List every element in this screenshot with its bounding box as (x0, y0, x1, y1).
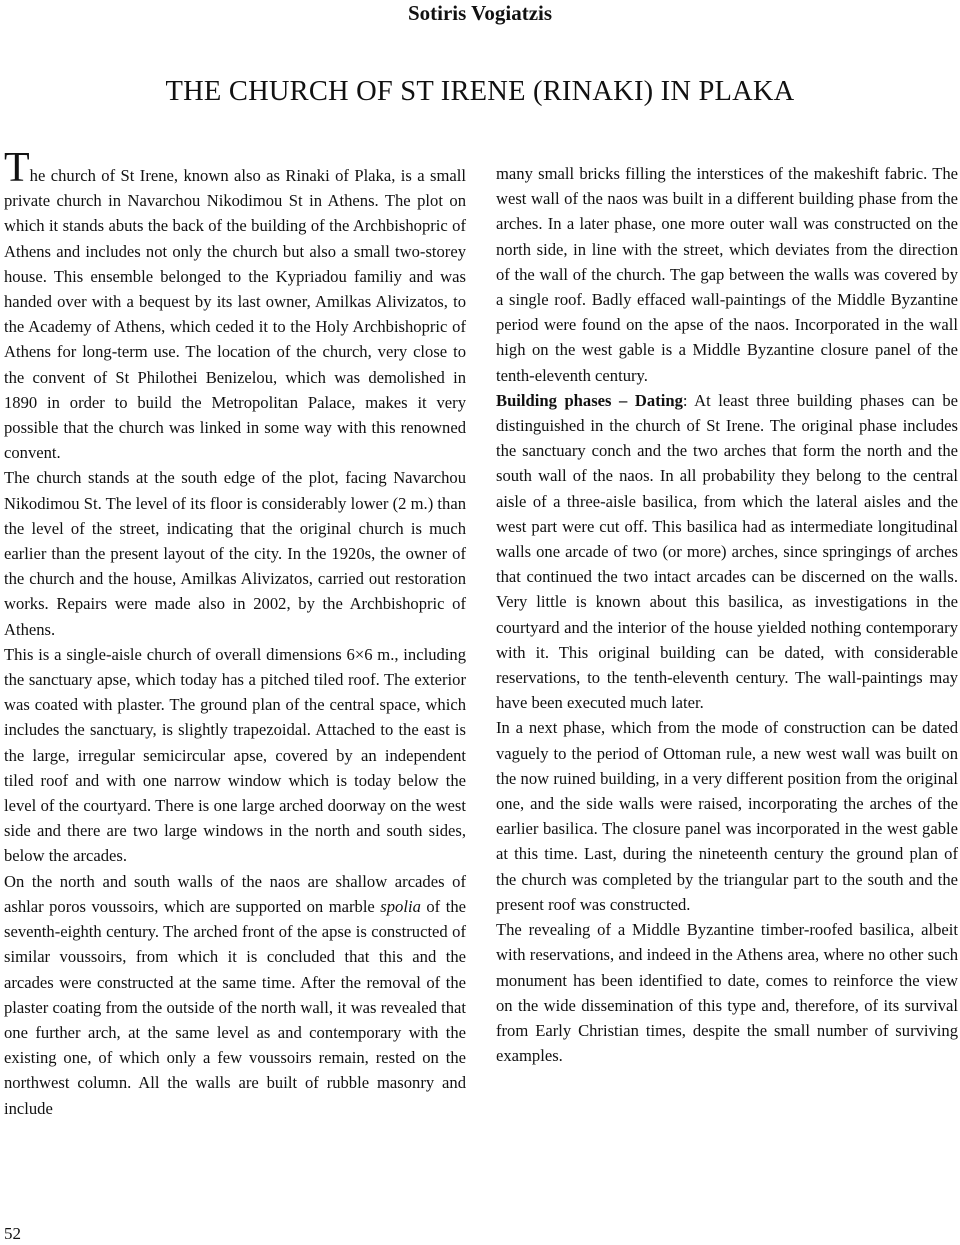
paragraph-conclusion: The revealing of a Middle Byzantine timber-roofed basilica, albeit with reservations, and indeed in the Athens area, where no other such monument has been identified to date, comes to reinforce the view on the wide dissemination of this type and, therefore, of its survival from Early Christian times, despite the small number of surviving examples. (496, 920, 958, 1066)
left-column (4, 145, 466, 1121)
drop-cap: T (4, 145, 30, 191)
right-column (496, 161, 958, 1068)
paragraph-location: The church stands at the south edge of the plot, facing Navarchou Nikodimou St. The level of its floor is considerably lower (2 m.) than the level of the street, indicating that the original church is much earlier than the present layout of the city. In the 1920s, the owner of the church and the house, Amilkas Alivizatos, carried out restoration works. Repairs were made also in 2002, by the Archbishopric of Athens. (4, 468, 466, 639)
paragraph-building-phases (496, 388, 958, 716)
paragraph-ottoman-phase: In a next phase, which from the mode of construction can be dated vaguely to the period of Ottoman rule, a new west wall was built on the now ruined building, in a very different position from the original one, and the side walls were raised, incorporating the arches of the earlier basilica. The closure panel was incorporated in the west gable at this time. Last, during the nineteenth century the ground plan of the church was completed by the triangular part to the south and the present roof was constructed. (496, 718, 958, 914)
paragraph-description: This is a single-aisle church of overall dimensions 6×6 m., including the sanctuary apse, which today has a pitched tiled roof. The exterior was coated with plaster. The ground plan of the central space, which includes the sanctuary, is slightly trapezoidal. Attached to the east is the large, irregular semicircular apse, covered by an independent tiled roof and with one narrow window which is today below the level of the courtyard. There is one large arched doorway on the west side and there are two large windows in the north and south sides, below the arcades. (4, 644, 466, 866)
page-number: 52 (4, 1224, 21, 1243)
paragraph-arcades-start: On the north and south walls of the naos are shallow arcades of ashlar poros voussoirs, which are supported on marble (4, 871, 466, 916)
article-title: THE CHURCH OF ST IRENE (RINAKI) IN PLAKA (165, 76, 795, 107)
paragraph-intro (4, 145, 466, 465)
paragraph-building-phases-text: : At least three building phases can be distinguished in the church of St Irene. The original phase includes the sanctuary conch and the two arches that form the north and the south wall of the naos. In all probability they belong to the central aisle of a three-aisle basilica, from which the lateral aisles and the west part were cut off. This basilica had as intermediate longitudinal walls one arcade of two (or more) arches, since springings of arches that continued the two intact arcades can be discerned on the walls. Very little is known about this basilica, as investigations in the courtyard and the interior of the house yielded nothing contemporary with it. This original building can be dated, with considerable reservations, to the tenth-eleventh century. The wall-paintings may have been executed much later. (496, 390, 958, 713)
paragraph-intro-text: he church of St Irene, known also as Rinaki of Plaka, is a small private church in Navarchou Nikodimou St in Athens. The plot on which it stands abuts the back of the building of the Archbishopric of Athens and includes not only the church but also a small two-storey house. This ensemble belonged to the Kypriadou familiy and was handed over with a bequest by its last owner, Amilkas Alivizatos, to the Academy of Athens, which ceded it to the Holy Archbishopric of Athens for long-term use. The location of the church, very close to the convent of St Philothei Benizelou, which was demolished in 1890 in order to build the Metropolitan Palace, makes it very possible that the church was linked in some way with this renowned convent. (4, 166, 466, 463)
paragraph-arcades (4, 869, 466, 1121)
paragraph-masonry: many small bricks filling the interstices of the makeshift fabric. The west wall of the naos was built in a different building phase from the arches. In a later phase, one more outer wall was constructed on the north side, in line with the street, which deviates from the direction of the wall of the church. The gap between the walls was covered by a single roof. Badly effaced wall-paintings of the Middle Byzantine period were found on the apse of the naos. Incorporated in the wall high on the west gable is a Middle Byzantine closure panel of the tenth-eleventh century. (496, 164, 958, 385)
paragraph-arcades-end: of the seventh-eighth century. The arched front of the apse is constructed of similar voussoirs, from which it is concluded that this and the arcades were constructed at the same time. After the removal of the plaster coating from the outside of the north wall, it was revealed that one further arch, at the same level as and contemporary with the existing one, of which only a few voussoirs remain, rested on the northwest column. All the walls are built of rubble masonry and include (4, 896, 466, 1118)
italic-spolia: spolia (380, 896, 421, 916)
author-name: Sotiris Vogiatzis (407, 1, 553, 25)
section-heading-building-phases: Building phases – Dating (496, 390, 683, 410)
